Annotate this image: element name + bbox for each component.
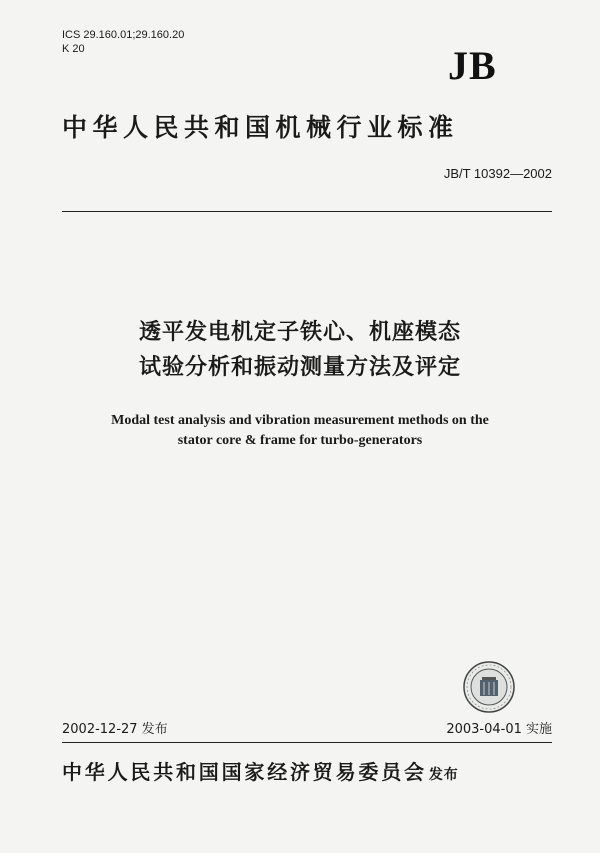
chinese-title-line-2: 试验分析和振动测量方法及评定 [138, 355, 461, 380]
english-title-line-2: stator core & frame for turbo-generators [177, 433, 423, 448]
classification-code: K 20 [62, 43, 85, 55]
chinese-title-line-1: 透平发电机定子铁心、机座模态 [138, 320, 461, 345]
issuing-standard-title: 中华人民共和国机械行业标准 [62, 113, 459, 142]
publisher-name: 中华人民共和国国家经济贸易委员会 [62, 760, 427, 784]
standard-number: JB/T 10392—2002 [443, 166, 552, 181]
top-divider [62, 211, 552, 212]
publisher-suffix: 发布 [428, 767, 459, 783]
jb-logo: JB [448, 43, 497, 88]
english-title-line-1: Modal test analysis and vibration measurement methods on the [111, 413, 489, 428]
effective-date: 2003-04-01 实施 [446, 722, 552, 737]
publisher [62, 758, 562, 789]
issue-date: 2002-12-27 发布 [62, 722, 168, 737]
official-seal-icon [462, 660, 516, 714]
ics-code: ICS 29.160.01;29.160.20 [62, 29, 185, 41]
bottom-divider [62, 742, 552, 743]
